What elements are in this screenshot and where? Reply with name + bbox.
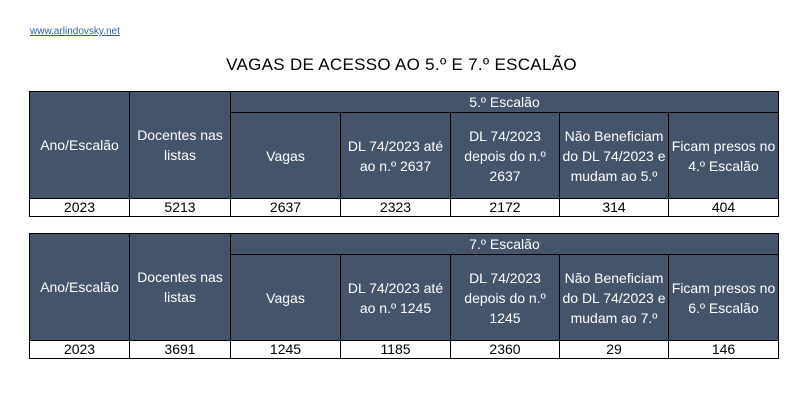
cell-year: 2023 <box>30 341 130 359</box>
table-5th-escalao <box>29 91 779 217</box>
header-not-benefit: Não Beneficiam do DL 74/2023 e mudam ao 5.º <box>560 113 669 199</box>
cell-teachers: 3691 <box>130 341 231 359</box>
cell-vagas: 2637 <box>231 199 341 217</box>
header-year-escalao: Ano/Escalão <box>30 92 130 199</box>
table-7th-escalao <box>29 233 779 359</box>
cell-dl-before: 2323 <box>341 199 451 217</box>
cell-dl-before: 1185 <box>341 341 451 359</box>
cell-not-benefit: 29 <box>560 341 669 359</box>
cell-stuck: 404 <box>669 199 779 217</box>
header-teachers-listed: Docentes nas listas <box>130 234 231 341</box>
header-year-escalao: Ano/Escalão <box>30 234 130 341</box>
header-group-escalao: 5.º Escalão <box>231 92 779 113</box>
header-dl-after: DL 74/2023 depois do n.º 1245 <box>451 255 560 341</box>
header-vagas: Vagas <box>231 113 341 199</box>
site-link[interactable]: www.arlindovsky.net <box>30 26 120 37</box>
header-vagas: Vagas <box>231 255 341 341</box>
header-stuck: Ficam presos no 6.º Escalão <box>669 255 779 341</box>
cell-dl-after: 2360 <box>451 341 560 359</box>
cell-dl-after: 2172 <box>451 199 560 217</box>
header-dl-before: DL 74/2023 até ao n.º 2637 <box>341 113 451 199</box>
header-dl-before: DL 74/2023 até ao n.º 1245 <box>341 255 451 341</box>
header-dl-after: DL 74/2023 depois do n.º 2637 <box>451 113 560 199</box>
cell-teachers: 5213 <box>130 199 231 217</box>
header-not-benefit: Não Beneficiam do DL 74/2023 e mudam ao 7.º <box>560 255 669 341</box>
cell-not-benefit: 314 <box>560 199 669 217</box>
cell-year: 2023 <box>30 199 130 217</box>
header-group-escalao: 7.º Escalão <box>231 234 779 255</box>
cell-stuck: 146 <box>669 341 779 359</box>
header-teachers-listed: Docentes nas listas <box>130 92 231 199</box>
table-row <box>30 199 779 217</box>
document-title: VAGAS DE ACESSO AO 5.º E 7.º ESCALÃO <box>226 55 577 74</box>
header-stuck: Ficam presos no 4.º Escalão <box>669 113 779 199</box>
table-row <box>30 341 779 359</box>
cell-vagas: 1245 <box>231 341 341 359</box>
